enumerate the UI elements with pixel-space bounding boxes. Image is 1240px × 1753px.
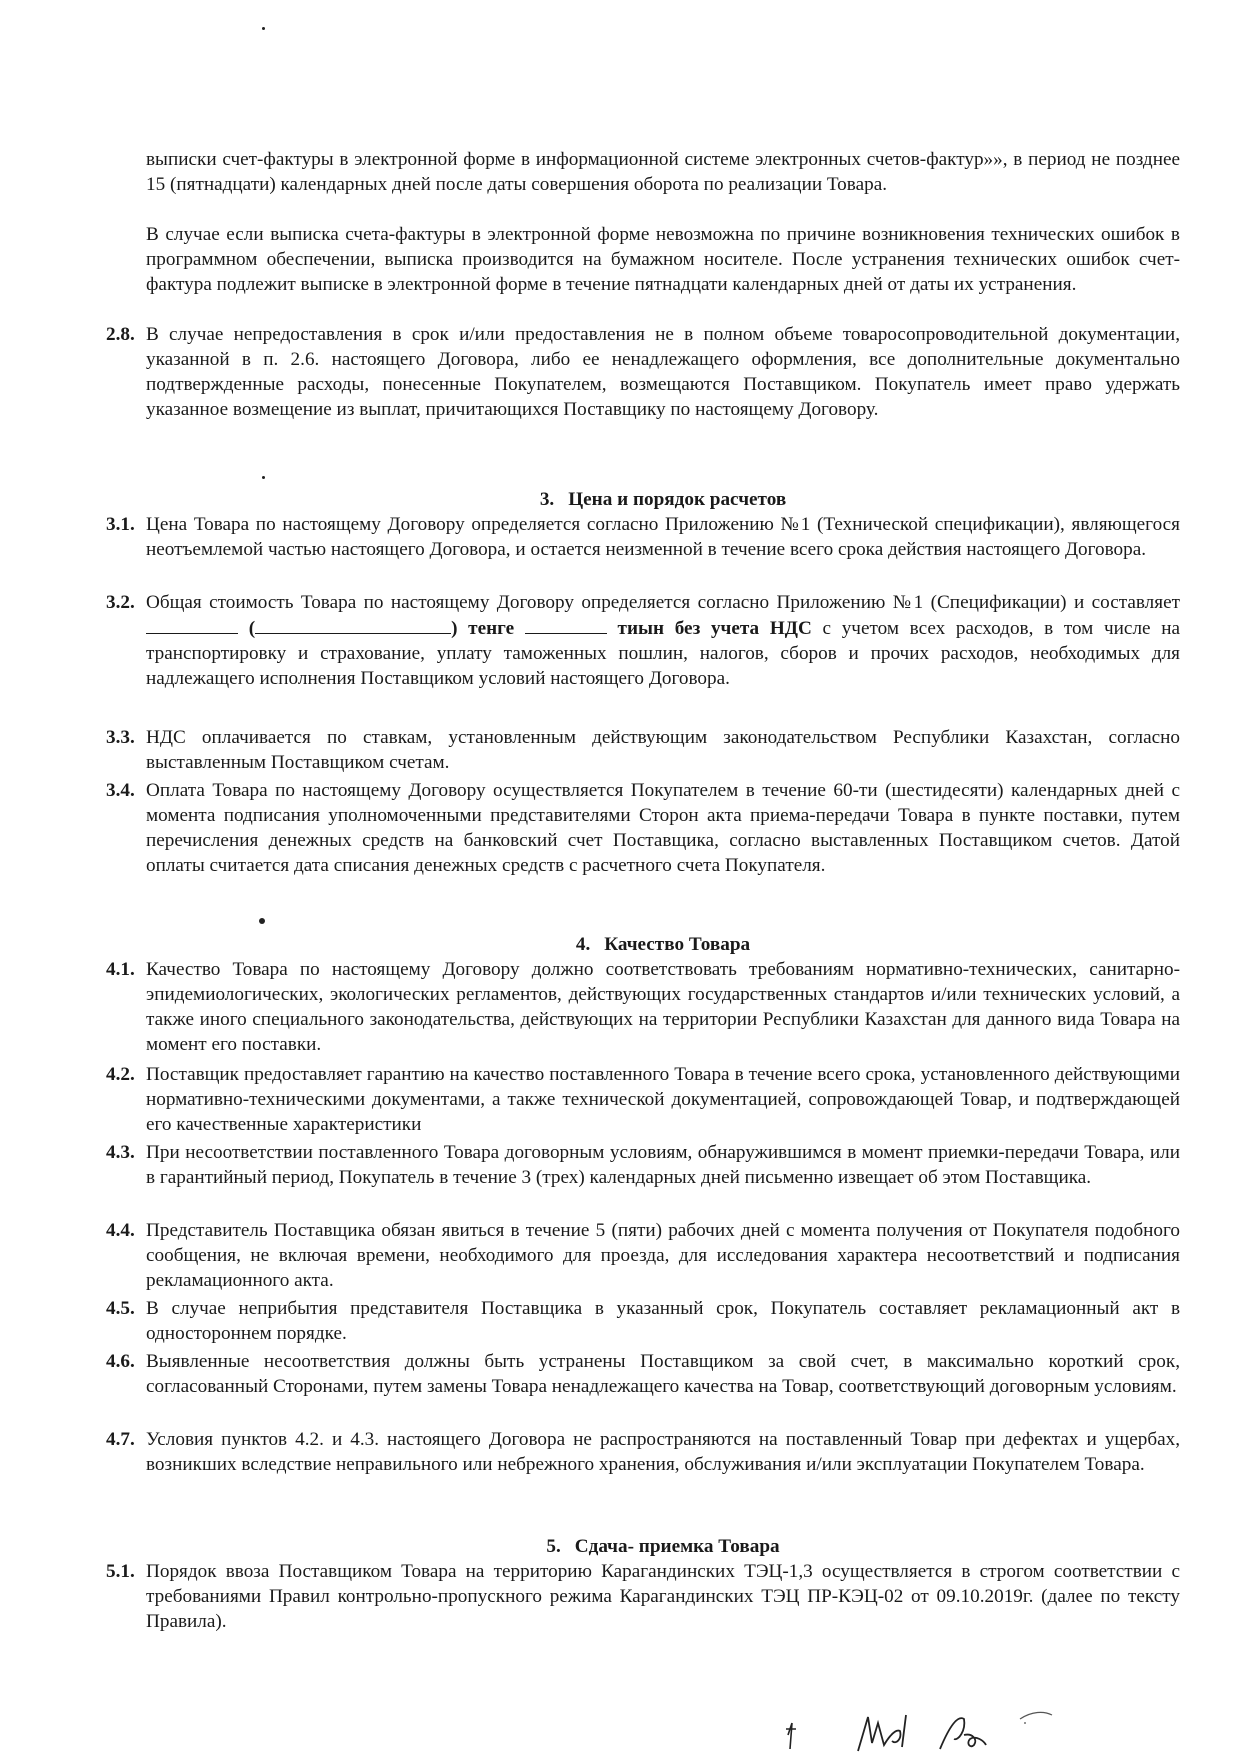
clause-text: Представитель Поставщика обязан явиться в течение 5 (пяти) рабочих дней с момента получения от Покупателя подобного сообщения, не включая времени, необходимого для проезда, для исследования характера несоответствий и подписания рекламационного акта. — [146, 1220, 1180, 1291]
clause-text-continued: с учетом всех расходов, в том числе на транспортировку и страхование, уплату таможенных пошлин, налогов, сборов и прочих расходов, необходимых для надлежащего исполнения Поставщиком условий настоящего Договора. — [146, 618, 1181, 689]
section-number: 3. — [539, 489, 555, 510]
handwritten-signatures — [780, 1705, 1110, 1753]
section-title: Сдача- приемка Товара — [574, 1536, 780, 1557]
clause-number: 4.6. — [106, 1351, 135, 1372]
clause-number: 3.4. — [106, 780, 135, 801]
clause-3-2 — [106, 590, 1181, 691]
clause-number: 3.1. — [106, 514, 135, 535]
signature-mark-4 — [1020, 1712, 1052, 1723]
clause-3-4 — [106, 778, 1180, 878]
clause-text: Порядок ввоза Поставщиком Товара на территорию Карагандинских ТЭЦ-1,3 осуществляется в строгом соответствии с требованиями Правил контрольно-пропускного режима Карагандинских ТЭЦ ПР-КЭЦ-02 от 09.10.2019г. (далее по тексту Правила). — [146, 1561, 1180, 1632]
clause-text: В случае непредоставления в срок и/или предоставления не в полном объеме товаросопроводительной документации, указанной в п. 2.6. настоящего Договора, либо ее ненадлежащего оформления, все дополнительные документально подтвержденные расходы, понесенные Покупателем, возмещаются Поставщиком. Покупатель имеет право удержать указанное возмещение из выплат, причитающихся Поставщику по настоящему Договору. — [146, 324, 1180, 420]
clause-4-5 — [106, 1296, 1180, 1346]
clause-number: 2.8. — [106, 324, 135, 345]
clause-4-2 — [106, 1062, 1180, 1137]
signature-mark-3 — [940, 1718, 986, 1749]
clause-number: 4.5. — [106, 1298, 135, 1319]
intro-paragraph-1: выписки счет-фактуры в электронной форме в информационной системе электронных счетов-фактур»», в период не позднее 15 (пятнадцати) календарных дней после даты совершения оборота по реализации Товара. — [146, 149, 1180, 195]
section-5-heading — [146, 1534, 1180, 1559]
clause-text: НДС оплачивается по ставкам, установленным действующим законодательством Республики Казахстан, согласно выставленным Поставщиком счетам. — [146, 727, 1180, 773]
amount-blank — [146, 615, 238, 634]
clause-text: Условия пунктов 4.2. и 4.3. настоящего Договора не распространяются на поставленный Товар при дефектах и ущербах, возникших вследствие неправильного или небрежного хранения, обслуживания и/или эксплуатации Покупателем Товара. — [146, 1429, 1180, 1475]
clause-text: Цена Товара по настоящему Договору определяется согласно Приложению №1 (Технической спецификации), являющегося неотъемлемой частью настоящего Договора, и остается неизменной в течение всего срока действия настоящего Договора. — [146, 514, 1180, 560]
clause-2-8 — [106, 322, 1180, 422]
clause-number: 4.7. — [106, 1429, 135, 1450]
clause-4-4 — [106, 1218, 1180, 1293]
tiyn-label: тиын без учета НДС — [617, 618, 812, 639]
tenge-label: ) тенге — [451, 618, 515, 639]
clause-text: Выявленные несоответствия должны быть устранены Поставщиком за свой счет, в максимально короткий срок, согласованный Сторонами, путем замены Товара ненадлежащего качества на Товар, соответствующий договорным условиям. — [146, 1351, 1180, 1397]
clause-4-1 — [106, 957, 1180, 1057]
signature-mark-1 — [786, 1723, 796, 1749]
clause-text: В случае неприбытия представителя Поставщика в указанный срок, Покупатель составляет рекламационный акт в одностороннем порядке. — [146, 1298, 1180, 1344]
intro-paragraph-2: В случае если выписка счета-фактуры в электронной форме невозможна по причине возникновения технических ошибок в программном обеспечении, выписка производится на бумажном носителе. После устранения технических ошибок счет-фактура подлежит выписке в электронной форме в течение пятнадцати календарных дней от даты их устранения. — [146, 224, 1180, 295]
section-title: Цена и порядок расчетов — [568, 489, 787, 510]
clause-number: 4.2. — [106, 1064, 135, 1085]
clause-4-6 — [106, 1349, 1180, 1399]
section-number: 5. — [546, 1536, 561, 1557]
clause-text: Качество Товара по настоящему Договору должно соответствовать требованиям нормативно-технических, санитарно-эпидемиологических, экологических регламентов, действующих государственных стандартов и/или технических условий, а также иного специального законодательства, действующих на территории Республики Казахстан для данного вида Товара на момент его поставки. — [146, 959, 1180, 1055]
signature-mark-2 — [858, 1715, 906, 1751]
section-3-heading — [146, 487, 1180, 512]
clause-3-1 — [106, 512, 1180, 562]
scan-speck — [262, 27, 265, 30]
clause-text: Оплата Товара по настоящему Договору осуществляется Покупателем в течение 60-ти (шестидесяти) календарных дней с момента подписания уполномоченными представителями Сторон акта приема-передачи Товара в пункте поставки, путем перечисления денежных средств на банковский счет Поставщика, согласно выставленных Поставщиком счетов. Датой оплаты считается дата списания денежных средств с расчетного счета Покупателя. — [146, 780, 1180, 876]
amount-words-blank — [255, 615, 451, 634]
clause-4-3 — [106, 1140, 1180, 1190]
clause-number: 3.3. — [106, 727, 135, 748]
section-number: 4. — [575, 934, 591, 955]
paren-open: ( — [248, 618, 256, 639]
scan-speck — [262, 476, 265, 479]
clause-number: 3.2. — [106, 592, 135, 613]
section-title: Качество Товара — [604, 934, 751, 955]
tiyn-blank — [525, 615, 607, 634]
clause-3-3 — [106, 725, 1180, 775]
clause-text: При несоответствии поставленного Товара договорным условиям, обнаружившимся в момент приемки-передачи Товара, или в гарантийный период, Покупатель в течение 3 (трех) календарных дней письменно извещает об этом Поставщика. — [146, 1142, 1180, 1188]
clause-5-1 — [106, 1559, 1180, 1634]
clause-text: Поставщик предоставляет гарантию на качество поставленного Товара в течение всего срока, установленного действующими нормативно-техническими документами, а также технической документацией, сопровождающей Товар, и подтверждающей его качественные характеристики — [146, 1064, 1180, 1135]
clause-number: 5.1. — [106, 1561, 135, 1582]
section-4-heading — [146, 932, 1180, 957]
scan-speck — [259, 918, 265, 924]
clause-number: 4.4. — [106, 1220, 135, 1241]
clause-number: 4.1. — [106, 959, 135, 980]
clause-4-7 — [106, 1427, 1180, 1477]
clause-text: Общая стоимость Товара по настоящему Договору определяется согласно Приложению №1 (Спецификации) и составляет — [146, 592, 1180, 613]
clause-number: 4.3. — [106, 1142, 135, 1163]
